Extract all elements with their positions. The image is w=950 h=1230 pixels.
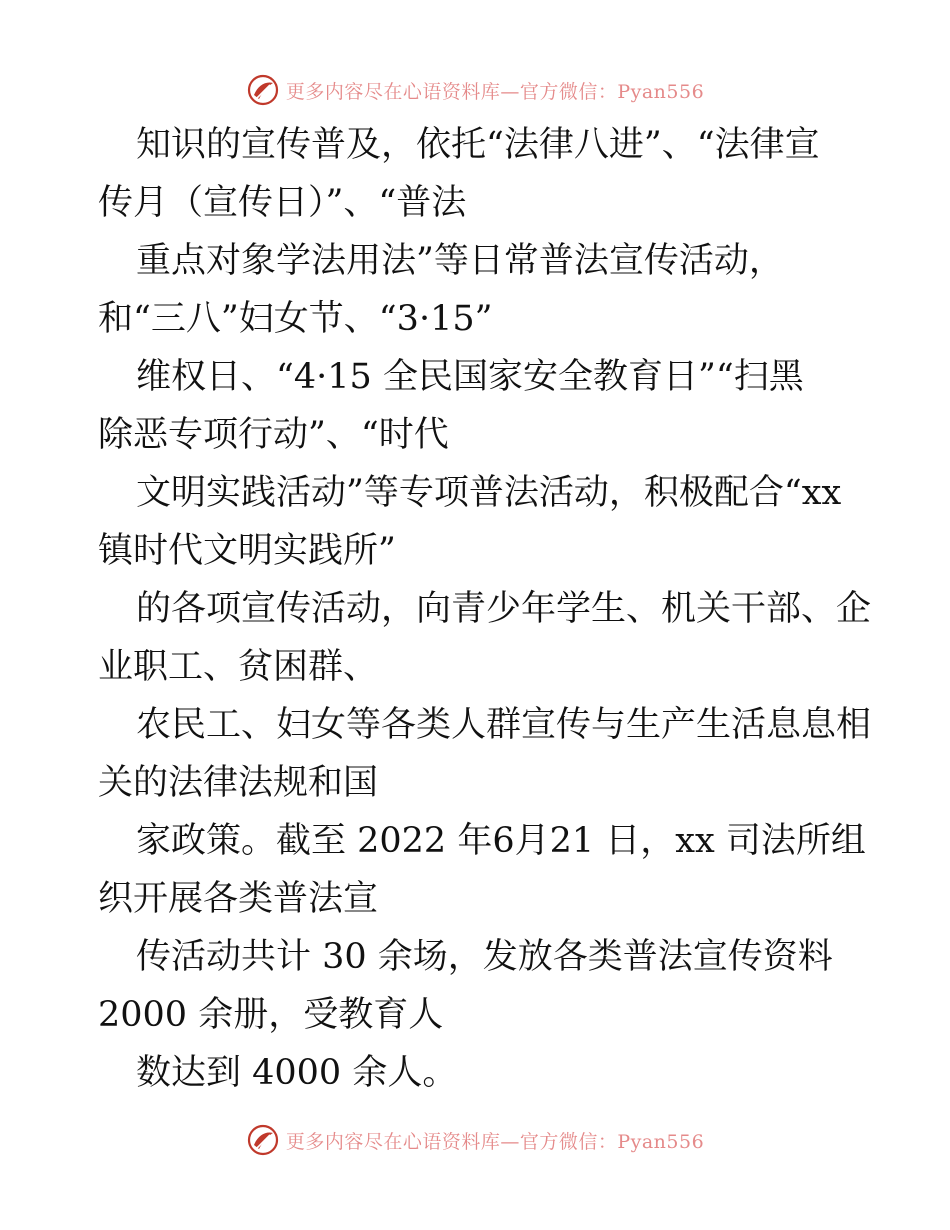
text-line: 重点对象学法用法”等日常普法宣传活动， <box>136 241 784 281</box>
header-banner-inner <box>246 73 704 107</box>
text-line: 传月（宣传日）”、“普法 <box>98 183 467 223</box>
footer-banner <box>0 1120 950 1160</box>
text-line: 数达到 4000 余人。 <box>136 1053 458 1093</box>
text-line: 镇时代文明实践所” <box>98 531 396 571</box>
text-line: 维权日、“4·15 全民国家安全教育日”“扫黑 <box>136 357 804 397</box>
header-banner-text: 更多内容尽在心语资料库—官方微信：Pyan556 <box>285 80 705 103</box>
body-paragraph <box>98 116 872 1102</box>
text-line: 文明实践活动”等专项普法活动，积极配合“xx <box>136 473 842 513</box>
logo-icon <box>246 73 280 107</box>
text-line: 关的法律法规和国 <box>98 763 379 803</box>
footer-banner-inner <box>246 1123 704 1157</box>
text-line: 知识的宣传普及，依托“法律八进”、“法律宣 <box>136 125 820 165</box>
text-line: 2000 余册，受教育人 <box>98 995 444 1035</box>
text-line: 除恶专项行动”、“时代 <box>98 415 449 455</box>
text-line: 织开展各类普法宣 <box>98 879 379 919</box>
text-line: 的各项宣传活动，向青少年学生、机关干部、企 <box>136 589 872 629</box>
footer-banner-text: 更多内容尽在心语资料库—官方微信：Pyan556 <box>285 1130 705 1153</box>
text-line: 传活动共计 30 余场，发放各类普法宣传资料 <box>136 937 833 977</box>
text-line: 业职工、贫困群、 <box>98 647 379 687</box>
header-banner <box>0 70 950 110</box>
text-line: 农民工、妇女等各类人群宣传与生产生活息息相 <box>136 705 872 745</box>
text-line: 家政策。截至 2022 年6月21 日，xx 司法所组 <box>136 821 866 861</box>
text-line: 和“三八”妇女节、“3·15” <box>98 299 493 339</box>
logo-icon <box>246 1123 280 1157</box>
